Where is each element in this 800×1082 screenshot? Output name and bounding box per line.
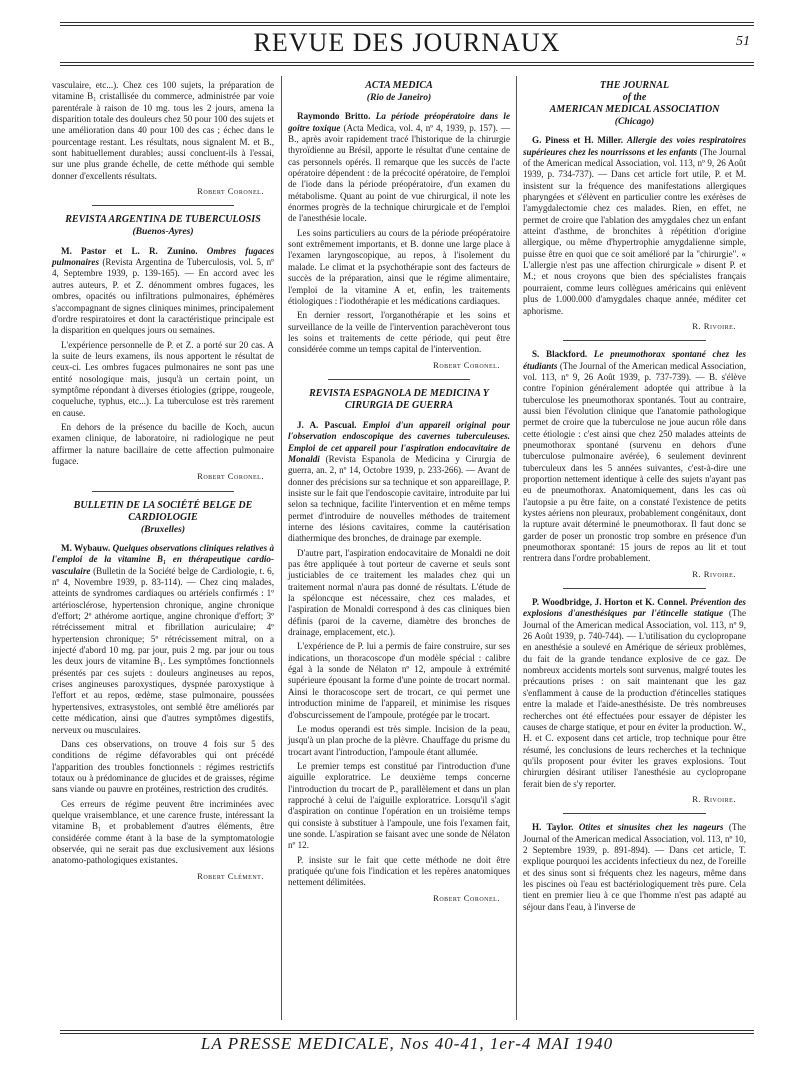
article-signature: Robert Coronel. [197,471,264,482]
article-paragraph: Le premier temps est constitué par l'introduction d'une aiguille exploratrice. Le deuxième temps concerne l'introduction du trocart de P., parallèlement et dans un plan rapproché à celui de l'aiguille exploratrice. Lorsqu'il s'agit d'aspiration on continue l'opération en un troisième temps qui consiste à substituer à l'ampoule, une fois l'examen fait, une sonde. L'aspiration se faisant avec une sonde de Nélaton nº 12. [288,760,510,851]
column-3 [523,80,746,916]
article-authors: G. Piness et H. Miller. [532,135,624,146]
article-text: (The Journal of the American medical Association, vol. 113, nº 10, 2 Septembre 1939, p. 891-894). — Dans cet article, T. explique pourquoi les accidents infectieux du nez, de l'oreille et des sinus sont si fréquents chez les nageurs, même dans les piscines où l'eau est bactériologiquement très pure. Cela tient en premier lieu à ce que l'homme n'est pas adapté au séjour dans l'eau, à l'inverse de [523,822,747,912]
article-text: (The Journal of the American medical Association, vol. 113, nº 9, 26 Août 1939, p. 740-744). — L'utilisation du cyclopropane en anesthésie a soulevé en Amérique de sérieux problèmes, du fait de la grande tendance explosive de ce gaz. De nombreux accidents mortels sont survenus, malgré toutes les précautions prises : on sait maintenant que les gaz s'enflamment à cause de la production d'étincelles statiques entre la malade et l'aide-anesthésiste. De très nombreuses recherches ont été effectuées pour essayer de dépister les causes de charge statique, et pour en éviter la production. W., H. et C. exposent dans cet article, trop technique pour être résumé, les conclusions de leurs recherches et la technique qu'ils proposent pour éviter les graves explosions. Tout chirurgien désirant utiliser l'anesthésie au cyclopropane ferait bien de s'y reporter. [523,608,746,789]
article-text: (The Journal of the American medical Association, vol. 113, nº 9, 26 Août 1939, p. 737-739). — B. s'élève contre l'opinion généralement adoptée qui attribue à la tuberculose les pneumothorax spontanés. Tout au contraire, aussi bien l'évolution clinique que l'anatomie pathologique permet de croire que la tuberculose ne joue aucun rôle dans cette étiologie : c'est ainsi que chez 250 malades atteints de pneumothorax spontané (survenu en dehors d'une tuberculose pulmonaire avérée), 6 seulement devinrent tuberculeux dans les 5 années suivantes, c'est-à-dire une proportion nettement identique à celle des sujets n'ayant pas eu de pneumothorax. Anatomiquement, dans les cas où l'autopsie a pu être faite, on a constaté l'existence de petits kystes aériens non pleuraux, probablement congénitaux, dont la rupture avait déterminé le pneumothorax. Il faut donc se garder de poser un pronostic trop sombre en présence d'un pneumothorax spontané: 15 jours de repos au lit et tout rentrera dans l'ordre probablement. [523,360,746,564]
journal-title: REVISTA ARGENTINA DE TUBERCULOSIS [65,214,261,226]
article-paragraph: L'expérience personnelle de P. et Z. a porté sur 20 cas. A la suite de leurs examens, ils nous apportent le résultat de ceux-ci. Les ombres fugaces pulmonaires ne sont pas une entité nosologique mais, jusqu'à un certain point, un symptôme répondant à diverses étiologies (grippe, rougeole, coqueluche, typhus, etc...). La tuberculose est très rarement en cause. [52,339,274,418]
article-authors: M. Pastor et L. R. Zunino. [61,245,198,256]
article-entry [288,111,510,224]
article-entry [523,597,746,790]
article-title: Prévention des explosions d'anesthésiques par l'étincelle statique [523,597,746,619]
article-paragraph: En dernier ressort, l'organothérapie et les soins et surveillance de la veille de l'intervention parachèveront tous les soins et traitements de cette période, qui peut être considérée comme un temps capital de l'intervention. [288,310,510,355]
article-paragraph: Ces erreurs de régime peuvent être incriminées avec quelque vraisemblance, et une carence fruste, intéressant la vitamine B₁ et probablement d'autres éléments, être considérée comme étant à la base de la symptomatologie observée, qui ne serait pas due exclusivement aux lésions anatomo-pathologiques existantes. [52,798,274,866]
page-number: 51 [736,34,750,49]
footer-rule [60,1030,754,1031]
masthead [60,28,754,58]
article-title: Le pneumothorax spontané chez les étudiants [523,349,746,371]
article-paragraph: L'expérience de P. lui a permis de faire construire, sur ses indications, un thoracoscope d'un modèle spécial : calibre égal à la sonde de Nélaton nº 12, ampoule à extrémité supérieure épousant la forme d'une pointe de trocart normal. Ainsi le thoracoscope sert de trocart, ce qui permet une introduction minime de l'appareil, et minimise les risques d'obscurcissement de l'ampoule, protégée par le trocart. [288,641,510,720]
article-signature: Robert Coronel. [433,359,500,370]
journal-location: (Chicago) [614,116,655,127]
article-paragraph: vasculaire, etc...). Chez ces 100 sujets, la préparation de vitamine B₁ cristallisée du commerce, administrée par voie parentérale à raison de 10 mg. tous les 2 jours, amena la disparition totale des douleurs chez 50 pour 100 des sujets et une amélioration dans 40 pour 100 des cas ; échec dans le pourcentage restant. Les résultats, nous signalent M. et B., sont habituellement durables; aussi concluent-ils à l'essai, sur une plus grande échelle, de cette méthode qui semble donner d'excellents résultats. [52,80,274,181]
article-authors: Raymondo Britto. [297,111,371,122]
article-title: Otites et sinusites chez les nageurs [578,822,724,833]
article-title: Quelques observations cliniques relatives à l'emploi de la vitamine B₁ en thérapeutique cardio-vasculaire [52,543,274,576]
article-text: (Acta Medica, vol. 4, nº 4, 1939, p. 157). — B., après avoir rapidement tracé l'historique de la chirurgie thyroïdienne au Brésil, apporte le résultat d'une centaine de cas personnels opérés. Il remarque que les succès de l'acte opératoire dépendent : de la précocité opératoire, de l'emploi de l'iode dans la période préopératoire, d'un examen du métabolisme. Quant au point de vue chirurgical, il note les énormes progrès de la technique chirurgicale et de l'emploi de l'anesthésie locale. [288,122,510,224]
footer-text: LA PRESSE MEDICALE, Nos 40-41, 1er-4 MAI 1940 [193,1034,621,1053]
header-rule-top [60,22,754,23]
article-signature: R. Rivoire. [692,320,736,331]
article-paragraph: Le modus operandi est très simple. Incision de la peau, jusqu'à un plan proche de la plèvre. Chauffage du prisme du trocart avant l'introduction, l'ampoule étant allumée. [288,723,510,757]
article-signature: R. Rivoire. [692,568,736,579]
article-signature: R. Rivoire. [692,793,736,804]
article-title: Emploi d'un appareil original pour l'observation endoscopique des cavernes tuberculeuses. Emploi de cet appareil pour l'aspiration endocavitaire de Monaldi [288,419,510,464]
journal-title: of the [622,92,647,103]
header-rule-bottom [60,62,754,63]
article-authors: M. Wybauw. [61,543,111,553]
header-rule-top-2 [60,25,754,26]
header-rule-bottom-2 [60,65,754,66]
article-title: Allergie des voies respiratoires supérieures chez les nourrissons et les enfants [523,135,747,157]
article-authors: H. Taylor. [532,822,574,833]
article-entry [52,246,274,337]
article-text: (The Journal of the American medical Association, vol. 113, nº 9, 26 Août 1939, p. 734-737). — Dans cet article fort utile, P. et M. insistent sur la fréquence des manifestations allergiques pharyngées et s'élèvent en particulier contre les exérèses de l'amygdalectomie chez ces malades. Rien, en effet, ne permet de croire que l'ablation des amygdales chez un enfant atteint d'asthme, de bronchites à répétition d'origine allergique, ou même d'hypertrophie amygdalienne simple, puisse être en quoi que ce soit amélioré par la "chirurgie". « L'allergie n'est pas une affection chirurgicale » disent P. et M.; et nous croyons que bien des spécialistes français pourraient, comme leurs collègues américains qui enlèvent plus de 1.000.000 d'amygdales chaque année, méditer cet aphorisme. [523,146,746,316]
section-divider [92,205,234,206]
section-divider [563,813,706,814]
article-entry [523,135,746,317]
journal-title: REVISTA ESPAGNOLA DE MEDICINA Y CIRURGIA DE GUERRA [309,387,489,411]
section-divider [563,340,706,341]
article-text: (Revista Argentina de Tuberculosis, vol. 5, nº 4, Septembre 1939, p. 139-165). — En accord avec les autres auteurs, P. et Z. dénomment ombres fugaces, les ombres, opacités ou infiltrations pulmonaires, éphémères s'accompagnant de signes cliniques minimes, principalement d'ordre respiratoires et dont la caractéristique principale est la disparition en quelques jours ou semaines. [52,257,274,336]
column-2 [288,80,510,912]
section-divider [92,491,234,492]
journal-location: (Buenos-Ayres) [132,226,194,238]
journal-location: (Rio de Janeiro) [366,92,432,103]
article-paragraph: Les soins particuliers au cours de la période préopératoire sont extrêmement importants, et B. donne une large place à l'examen laryngoscopique, au repos, à l'isolement du malade. Le climat et la psychothérapie sont des facteurs de succès de la préparation, ainsi que le régime alimentaire, l'emploi de la vitamine A et, enfin, les traitements étiologiques : l'iodothérapie et les médications cardiaques. [288,227,510,306]
column-separator [281,76,282,1020]
section-divider [328,379,470,380]
article-text: (Revista Espanola de Medicina y Cirurgia de guerra, an. 2, nº 14, Octobre 1939, p. 233-266). — Avant de donner des précisions sur sa technique et son appareillage, P. insiste sur le fait que l'endoscopie cavitaire, introduite par lui selon sa technique, facilite l'intervention et en même temps permet d'introduire de nouvelles méthodes de traitement interne des lésions cavitaires, comme la cautérisation diathermique des bronches, de drainage par exemple. [288,453,510,544]
page-footer [60,1034,754,1054]
article-authors: J. A. Pascual. [297,419,357,430]
journal-title: BULLETIN DE LA SOCIÉTÉ BELGE DE CARDIOLOGIE [73,499,253,523]
article-entry [288,420,510,545]
article-title: Ombres fugaces pulmonaires [52,245,275,268]
page-title: REVUE DES JOURNAUX [253,28,561,57]
article-paragraph: P. insiste sur le fait que cette méthode ne doit être pratiquée qu'une fois l'indication et les repères anatomiques nettement délimitées. [288,854,510,888]
article-signature: Robert Coronel. [433,892,500,903]
article-signature: Robert Clément. [197,870,264,881]
article-authors: P. Woodbridge, J. Horton et K. Connel. [532,597,688,608]
journal-location: (Bruxelles) [140,523,186,535]
article-entry [523,822,746,913]
column-1 [52,80,274,890]
article-entry [52,543,274,736]
column-separator [516,76,517,1020]
section-divider [563,588,706,589]
article-signature: Robert Coronel. [197,186,264,197]
article-paragraph: Dans ces observations, on trouve 4 fois sur 5 des conditions de régime défavorables qui ont précédé l'apparition des troubles fonctionnels : régimes restrictifs totaux ou à prédominance de glucides et de graisses, régime sans viande ou pauvre en protéines, restriction des crudités. [52,738,274,795]
journal-title: ACTA MEDICA [365,80,433,91]
article-paragraph: En dehors de la présence du bacille de Koch, aucun examen clinique, de laboratoire, ni radiologique ne peut affirmer la nature bacillaire de cette affection pulmonaire fugace. [52,421,274,466]
article-text: (Bulletin de la Société belge de Cardiologie, t. 6, nº 4, Novembre 1939, p. 83-114). — Chez cinq malades, atteints de syndromes cardiaques ou artériels confirmés : 1º artériosclérose, hypertension chronique, angine chronique d'effort; 2º athérome aortique, angine chronique d'effort; 3º rétrécissement mitral et fibrillation auriculaire; 4º hypertension chronique; 5º rétrécissement mitral, on a injecté d'abord 10 mg. par jour, puis 2 mg. par jour ou tous les deux jours de vitamine B₁. Les symptômes fonctionnels présentés par ces sujets : douleurs angineuses au repos, crises angineuses paroxystiques, dyspnée paroxystique à l'effort et au repos, œdème, stase pulmonaire, poussées hypertensives, extrasystoles, ont semblé être améliorés par cette médication, ainsi que d'autres symptômes digestifs, nerveux ou musculaires. [52,565,274,735]
article-entry [523,349,746,565]
article-title: La période préopératoire dans le goitre toxique [288,111,510,133]
journal-title: AMERICAN MEDICAL ASSOCIATION [549,104,720,115]
journal-title: THE JOURNAL [599,80,670,91]
article-authors: S. Blackford. [532,349,588,360]
article-paragraph: D'autre part, l'aspiration endocavitaire de Monaldi ne doit pas être appliquée à tout porteur de caverne et seuls sont justiciables de ce traitement les malades chez qui un traitement normal n'aura pas donné de résultats. L'étude de la spéloncque est nécessaire, chez ces malades, et l'aspiration de Monaldi correspond à des cas cliniques bien définis (paroi de la caverne, diamètre des bronches de drainage, emplacement, etc.). [288,547,510,638]
